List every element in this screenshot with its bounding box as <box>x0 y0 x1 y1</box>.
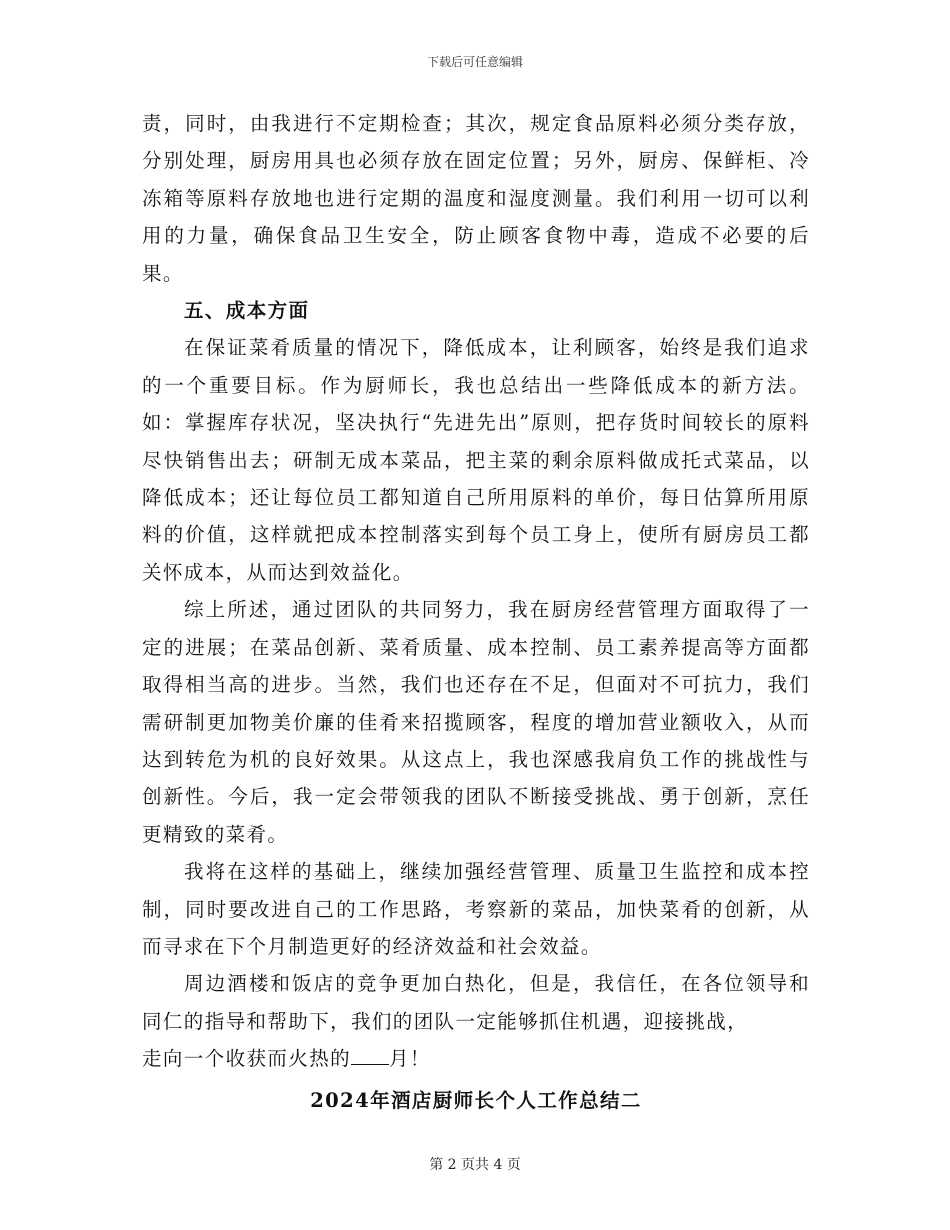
paragraph-plan: 我将在这样的基础上，继续加强经营管理、质量卫生监控和成本控制，同时要改进自己的工作思路，考察新的菜品，加快菜肴的创新，从而寻求在下个月制造更好的经济效益和社会效益。 <box>142 860 810 958</box>
closing-line-2-end: 月！ <box>389 1047 431 1071</box>
closing-line-2-start: 走向一个收获而火热的 <box>142 1047 352 1071</box>
document-title-part2: 2024年酒店厨师长个人工作总结二 <box>310 1088 642 1112</box>
section-heading-cost: 五、成本方面 <box>184 299 310 323</box>
page-footer: 第 2 页共 4 页 <box>429 1157 521 1173</box>
closing-line-1: 周边酒楼和饭店的竞争更加白热化，但是，我信任，在各位领导和同仁的指导和帮助下，我们的团队一定能够抓住机遇，迎接挑战， <box>142 972 810 1033</box>
paragraph-closing <box>142 965 810 1077</box>
paragraph-continued: 责，同时，由我进行不定期检查；其次，规定食品原料必须分类存放，分别处理，厨房用具也必须存放在固定位置；另外，厨房、保鲜柜、冷冻箱等原料存放地也进行定期的温度和湿度测量。我们利用一切可以利用的力量，确保食品卫生安全，防止顾客食物中毒，造成不必要的后果。 <box>142 112 810 285</box>
paragraph-summary: 综上所述，通过团队的共同努力，我在厨房经营管理方面取得了一定的进展；在菜品创新、菜肴质量、成本控制、员工素养提高等方面都取得相当高的进步。当然，我们也还存在不足，但面对不可抗力，我们需研制更加物美价廉的佳肴来招揽顾客，程度的增加营业额收入，从而达到转危为机的良好效果。从这点上，我也深感我肩负工作的挑战性与创新性。今后，我一定会带领我的团队不断接受挑战、勇于创新，烹任更精致的菜肴。 <box>142 598 810 846</box>
month-blank <box>351 1046 389 1065</box>
document-body <box>142 105 810 1119</box>
page-header: 下载后可任意编辑 <box>426 55 523 69</box>
paragraph-cost: 在保证菜肴质量的情况下，降低成本，让利顾客，始终是我们追求的一个重要目标。作为厨师长，我也总结出一些降低成本的新方法。如：掌握库存状况，坚决执行“先进先出”原则，把存货时间较长的原料尽快销售出去；研制无成本菜品，把主菜的剩余原料做成托式菜品，以降低成本；还让每位员工都知道自己所用原料的单价，每日估算所用原料的价值，这样就把成本控制落实到每个员工身上，使所有厨房员工都关怀成本，从而达到效益化。 <box>142 336 810 584</box>
